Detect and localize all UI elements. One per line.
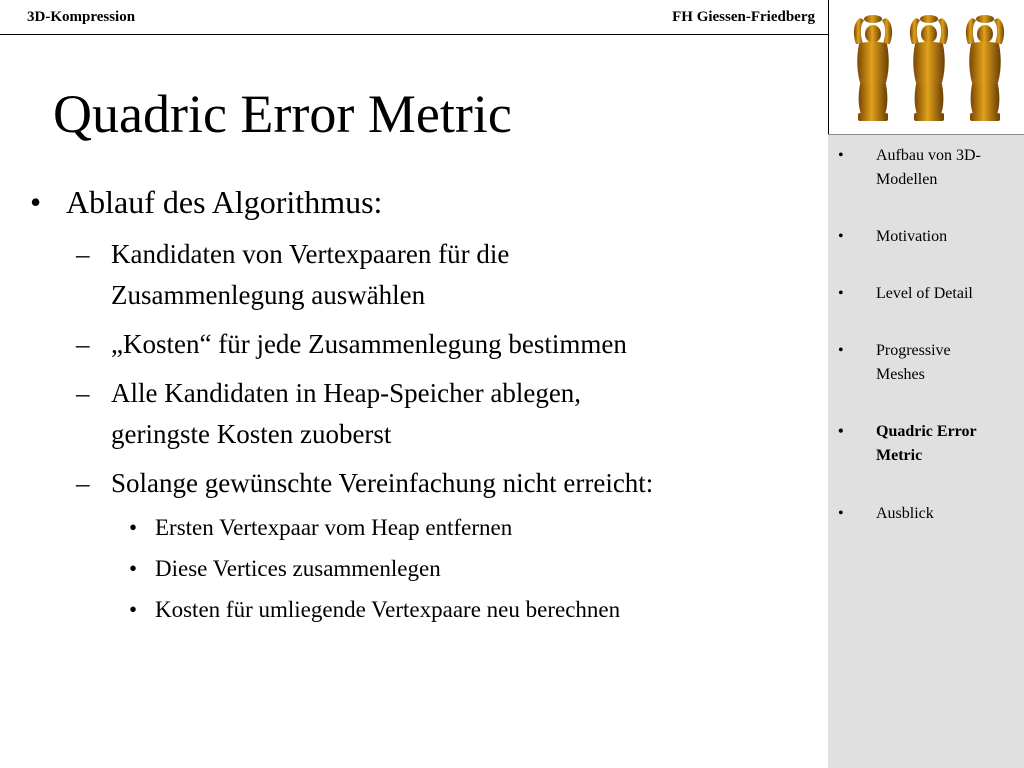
header-course-title: 3D-Kompression [27,9,136,25]
sidebar-bullet: • [838,228,844,245]
sidebar-item-label: Progressive Meshes [876,342,951,383]
sub-bullet-text: Kandidaten von Vertexpaaren für die [111,239,510,269]
sub-sub-bullet-mark: • [129,556,138,581]
sidebar-item-label: Level of Detail [876,285,973,302]
bullet-mark: • [30,184,42,220]
dash-mark: – [76,468,90,498]
sub-sub-bullet-text: Diese Vertices zusammenlegen [155,556,441,581]
sub-sub-bullet-text: Ersten Vertexpaar vom Heap entfernen [155,515,513,540]
sub-bullet-text: geringste Kosten zuoberst [111,419,392,449]
agenda-sidebar [828,134,1024,768]
sub-sub-bullet-mark: • [129,515,138,540]
sub-bullet-text: Solange gewünschte Vereinfachung nicht erreicht: [111,468,654,498]
dash-mark: – [76,329,90,359]
sidebar-item-label: Aufbau von 3D- Modellen [876,147,981,188]
sub-bullet-text: Alle Kandidaten in Heap-Speicher ablegen, [111,378,582,408]
sub-sub-bullet-text: Kosten für umliegende Vertexpaare neu berechnen [155,597,621,622]
sub-bullet-text: „Kosten“ für jede Zusammenlegung bestimmen [111,329,627,359]
sidebar-item-label: Motivation [876,228,948,245]
dash-mark: – [76,378,90,408]
sidebar-bullet: • [838,285,844,302]
buddha-statue-figures-icon [846,14,1016,128]
header-institution: FH Giessen-Friedberg [672,9,815,25]
header-divider [0,34,829,35]
sub-sub-bullet-mark: • [129,597,138,622]
dash-mark: – [76,239,90,269]
sidebar-item-label: Ausblick [876,505,934,522]
vertical-divider [828,0,829,134]
sub-bullet-text: Zusammenlegung auswählen [111,280,426,310]
sidebar-bullet: • [838,423,844,440]
sidebar-bullet: • [838,505,844,522]
sidebar-bullet: • [838,147,844,164]
slide-title: Quadric Error Metric [53,84,512,144]
sidebar-bullet: • [838,342,844,359]
sidebar-item-label: Quadric Error Metric [876,423,977,464]
bullet-text: Ablauf des Algorithmus: [66,184,383,220]
